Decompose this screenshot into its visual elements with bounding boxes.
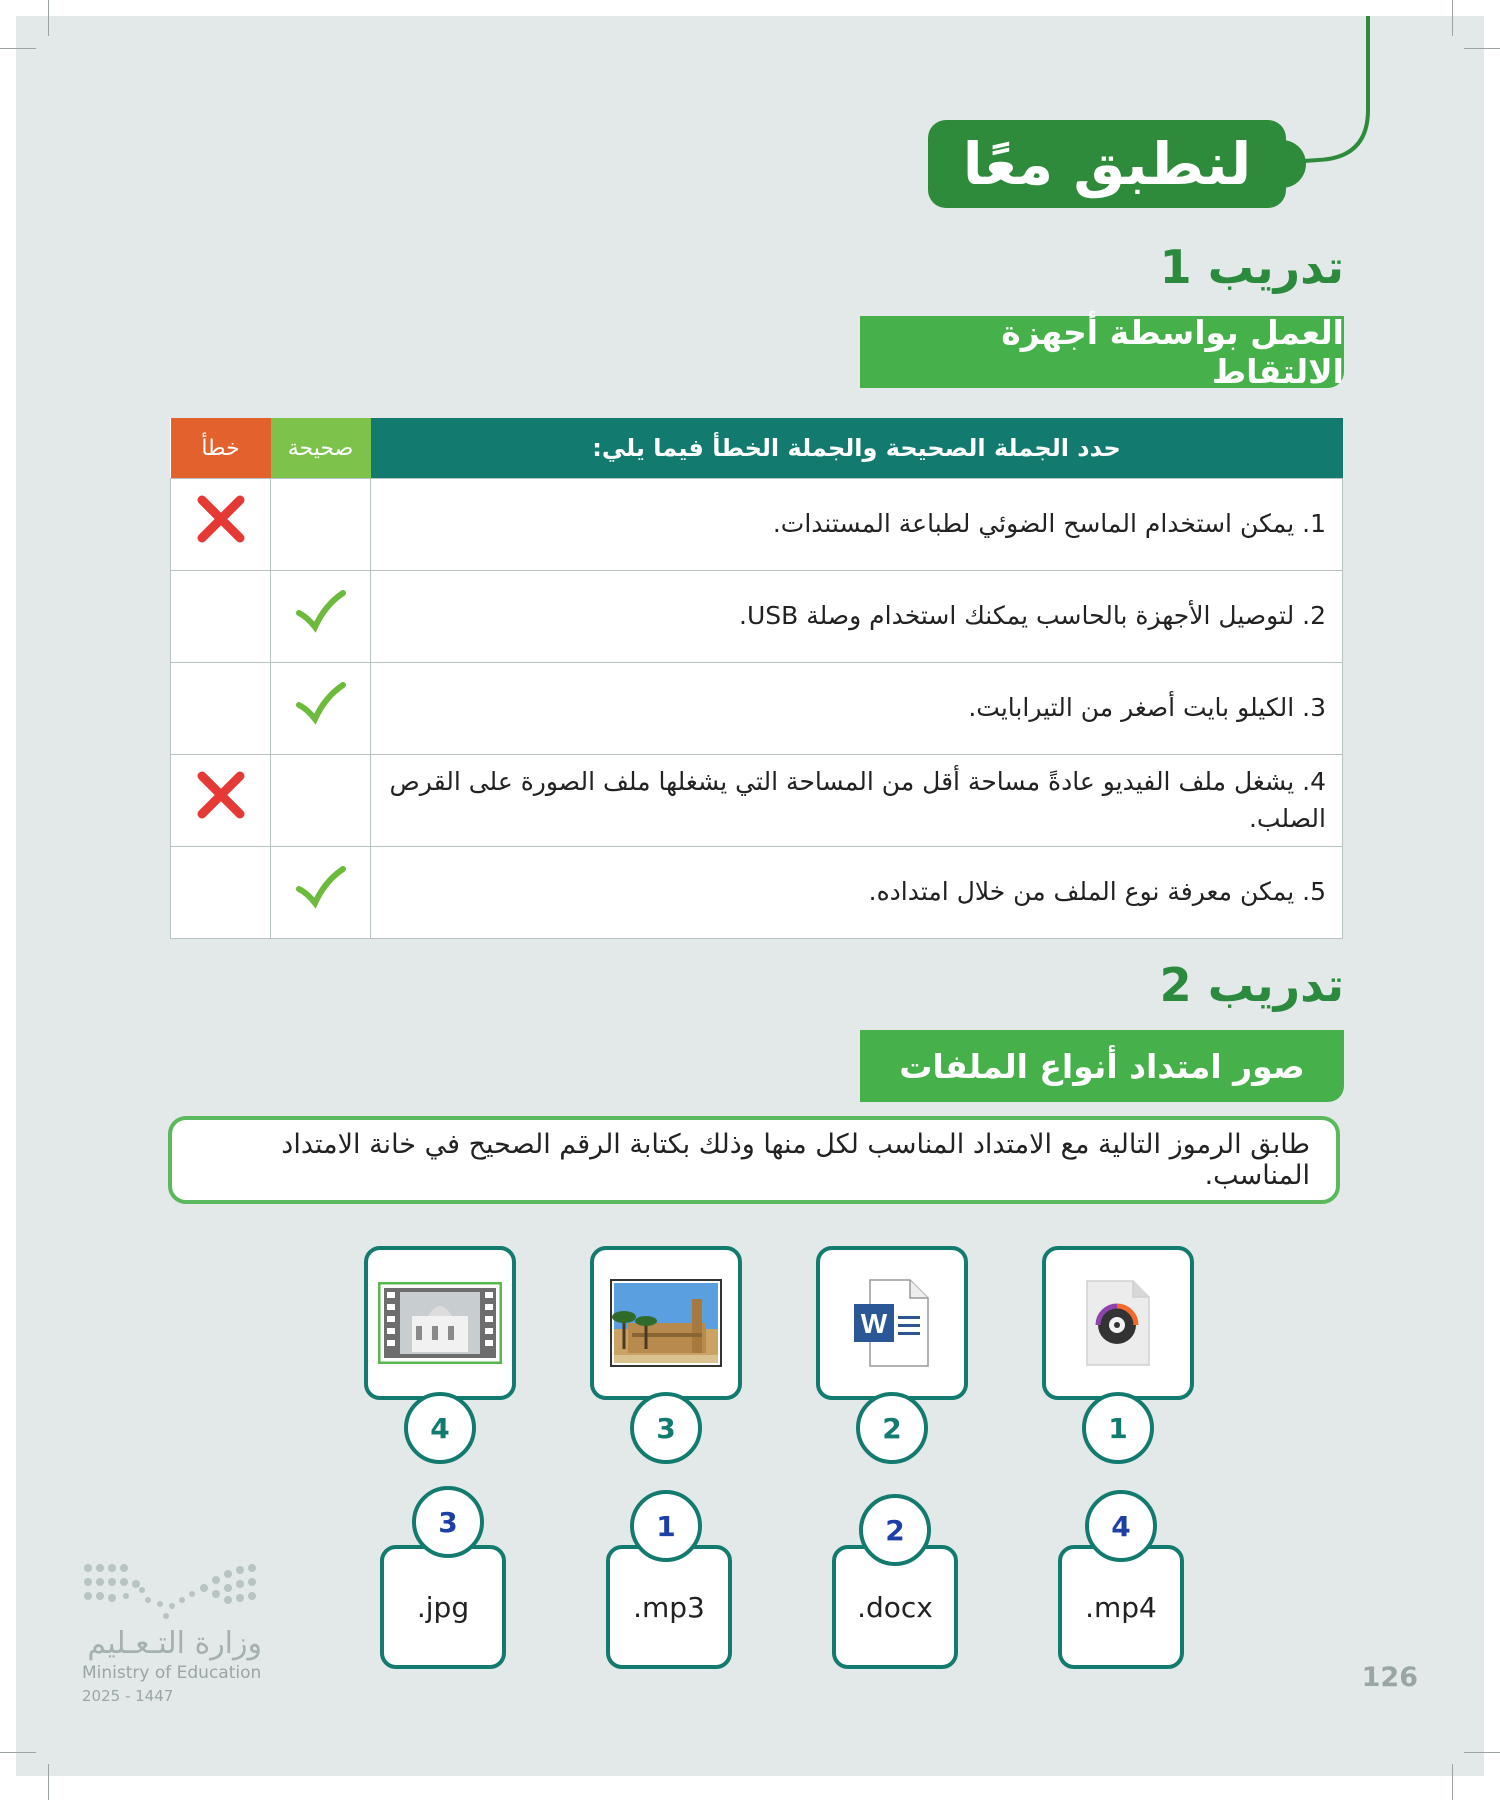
icon-number-1: 1 xyxy=(1082,1392,1154,1464)
video-film-icon xyxy=(378,1282,502,1364)
word-document-icon-box xyxy=(816,1246,968,1400)
cross-icon xyxy=(194,768,248,822)
extension-label: .jpg xyxy=(416,1590,470,1624)
video-film-icon-box xyxy=(364,1246,516,1400)
exercise-2-banner: صور امتداد أنواع الملفات xyxy=(860,1030,1344,1102)
exercise-1-title: تدريب 1 xyxy=(1159,240,1344,294)
extension-box-mp3 xyxy=(606,1545,732,1669)
ministry-name-arabic: وزارة التـعـليم xyxy=(87,1626,262,1661)
ministry-dots-logo xyxy=(82,1560,262,1622)
extension-label: .mp4 xyxy=(1085,1590,1157,1624)
icon-number-4: 4 xyxy=(404,1392,476,1464)
exercise-2-title: تدريب 2 xyxy=(1159,958,1344,1012)
section-banner: لنطبق معًا xyxy=(928,120,1286,208)
false-answer-cell[interactable] xyxy=(171,571,271,663)
checkmark-icon xyxy=(295,681,347,725)
statement-cell: 4. يشغل ملف الفيديو عادةً مساحة أقل من المساحة التي يشغلها ملف الصورة على القرص الصلب. xyxy=(371,755,1343,847)
checkmark-icon xyxy=(295,865,347,909)
statement-cell: 3. الكيلو بايت أصغر من التيرابايت. xyxy=(371,663,1343,755)
word-document-icon xyxy=(852,1278,932,1368)
table-row xyxy=(171,663,1343,755)
table-header-true: صحيحة xyxy=(271,418,371,479)
icon-number-3: 3 xyxy=(630,1392,702,1464)
true-answer-cell[interactable] xyxy=(271,571,371,663)
ministry-logo xyxy=(82,1560,262,1705)
extension-box-jpg xyxy=(380,1545,506,1669)
answer-input-docx[interactable]: 2 xyxy=(859,1494,931,1566)
crop-mark xyxy=(1464,1752,1500,1753)
answer-input-mp4[interactable]: 4 xyxy=(1085,1490,1157,1562)
extension-box-mp4 xyxy=(1058,1545,1184,1669)
false-answer-cell[interactable] xyxy=(171,847,271,939)
true-answer-cell[interactable] xyxy=(271,755,371,847)
true-false-table xyxy=(170,418,1343,939)
instruction-box xyxy=(168,1116,1340,1204)
ministry-year: 2025 - 1447 xyxy=(82,1687,174,1705)
audio-file-icon xyxy=(1083,1279,1153,1367)
cross-icon xyxy=(194,492,248,546)
icon-number-2: 2 xyxy=(856,1392,928,1464)
instruction-text: طابق الرموز التالية مع الامتداد المناسب لكل منها وذلك بكتابة الرقم الصحيح في خانة الامتداد المناسب. xyxy=(281,1129,1310,1191)
answer-input-jpg[interactable]: 3 xyxy=(412,1486,484,1558)
table-row xyxy=(171,479,1343,571)
page-number: 126 xyxy=(1361,1662,1418,1693)
statement-cell: 2. لتوصيل الأجهزة بالحاسب يمكنك استخدام وصلة USB. xyxy=(371,571,1343,663)
answer-input-mp3[interactable]: 1 xyxy=(630,1490,702,1562)
table-header-statement: حدد الجملة الصحيحة والجملة الخطأ فيما يلي: xyxy=(371,418,1343,479)
true-answer-cell[interactable] xyxy=(271,847,371,939)
table-header-false: خطأ xyxy=(171,418,271,479)
audio-file-icon-box xyxy=(1042,1246,1194,1400)
table-row xyxy=(171,571,1343,663)
exercise-1-banner: العمل بواسطة أجهزة الالتقاط xyxy=(860,316,1344,388)
statement-cell: 5. يمكن معرفة نوع الملف من خلال امتداده. xyxy=(371,847,1343,939)
table-row xyxy=(171,755,1343,847)
false-answer-cell[interactable] xyxy=(171,479,271,571)
crop-mark xyxy=(0,1752,36,1753)
extension-label: .mp3 xyxy=(633,1590,705,1624)
extension-label: .docx xyxy=(857,1590,933,1624)
true-answer-cell[interactable] xyxy=(271,663,371,755)
photo-image-icon-box xyxy=(590,1246,742,1400)
false-answer-cell[interactable] xyxy=(171,663,271,755)
crop-mark xyxy=(48,1764,49,1800)
table-row xyxy=(171,847,1343,939)
false-answer-cell[interactable] xyxy=(171,755,271,847)
crop-mark xyxy=(1452,1764,1453,1800)
true-answer-cell[interactable] xyxy=(271,479,371,571)
ministry-name-english: Ministry of Education xyxy=(82,1663,262,1683)
svg-text:W: W xyxy=(860,1308,888,1339)
checkmark-icon xyxy=(295,589,347,633)
photo-image-icon xyxy=(610,1279,722,1367)
statement-cell: 1. يمكن استخدام الماسح الضوئي لطباعة المستندات. xyxy=(371,479,1343,571)
